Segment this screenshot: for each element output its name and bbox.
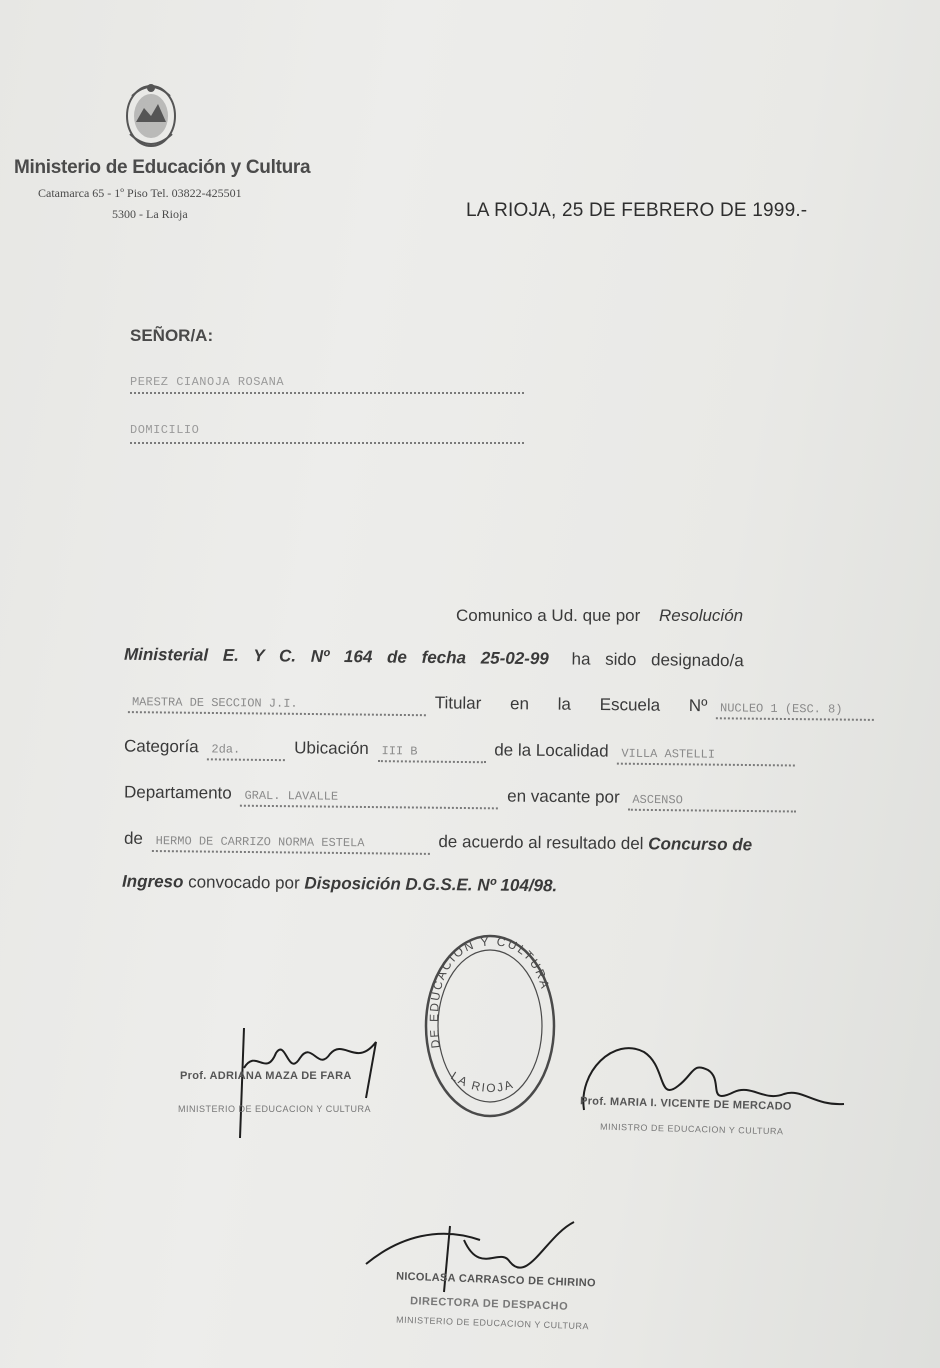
recipient-name: PEREZ CIANOJA ROSANA	[130, 375, 285, 389]
cargo-value: MAESTRA DE SECCION J.I.	[128, 695, 426, 716]
right-signatory-role: MINISTRO DE EDUCACION Y CULTURA	[599, 1121, 784, 1137]
official-stamp	[420, 928, 560, 1124]
recipient-address-field	[130, 420, 524, 444]
body-line-1: Comunico a Ud. que por Resolución	[456, 606, 744, 625]
ministry-address: Catamarca 65 - 1º Piso Tel. 03822-425501	[38, 186, 242, 200]
departamento-value: GRAL. LAVALLE	[240, 789, 498, 810]
body-line-5: Departamento GRAL. LAVALLE en vacante por ASCENSO	[124, 782, 801, 812]
stamp-bottom-text: LA RIOJA	[448, 1068, 517, 1096]
bottom-signatory-role: DIRECTORA DE DESPACHO	[409, 1295, 569, 1313]
escuela-value: NUCLEO 1 (ESC. 8)	[716, 701, 874, 721]
left-signatory-name: Prof. ADRIANA MAZA DE FARA	[180, 1070, 352, 1082]
ministry-name: Ministerio de Educación y Cultura	[14, 157, 311, 178]
salutation: SEÑOR/A:	[130, 326, 214, 345]
body-line-2: Ministerial E. Y C. Nº 164 de fecha 25-02-99 ha sido designado/a	[123, 644, 744, 671]
de-value: HERMO DE CARRIZO NORMA ESTELA	[152, 834, 430, 855]
recipient-name-field	[130, 372, 524, 394]
body-line-6: de HERMO DE CARRIZO NORMA ESTELA de acuerdo al resultado del Concurso de	[123, 828, 753, 855]
date-line: LA RIOJA, 25 DE FEBRERO DE 1999.-	[466, 200, 808, 221]
body-line-7: Ingreso convocado por Disposición D.G.S.E. Nº 104/98.	[121, 871, 558, 896]
categoria-value: 2da.	[207, 742, 285, 761]
recipient-address: DOMICILIO	[130, 423, 200, 437]
stamp-top-text: DE EDUCACION Y CULTURA	[427, 934, 553, 1050]
bottom-signatory-name: NICOLASA CARRASCO DE CHIRINO	[395, 1270, 597, 1290]
svg-text:DE EDUCACION Y CULTURA	[427, 934, 553, 1049]
svg-text:LA RIOJA	[448, 1069, 516, 1095]
ubicacion-value: III B	[377, 744, 485, 763]
vacante-value: ASCENSO	[628, 793, 796, 813]
provincial-seal-icon	[122, 76, 180, 152]
bottom-signatory-dept: MINISTERIO DE EDUCACION Y CULTURA	[395, 1314, 590, 1332]
body-line-3: MAESTRA DE SECCION J.I. Titular en la Escuela Nº NUCLEO 1 (ESC. 8)	[124, 690, 878, 721]
localidad-value: VILLA ASTELLI	[617, 747, 795, 767]
right-signatory-name: Prof. MARIA I. VICENTE DE MERCADO	[579, 1095, 792, 1113]
body-line-4: Categoría 2da. Ubicación III B de la Localidad VILLA ASTELLI	[124, 736, 800, 766]
left-signatory-role: MINISTERIO DE EDUCACION Y CULTURA	[178, 1104, 372, 1114]
ministry-city: 5300 - La Rioja	[112, 207, 188, 221]
